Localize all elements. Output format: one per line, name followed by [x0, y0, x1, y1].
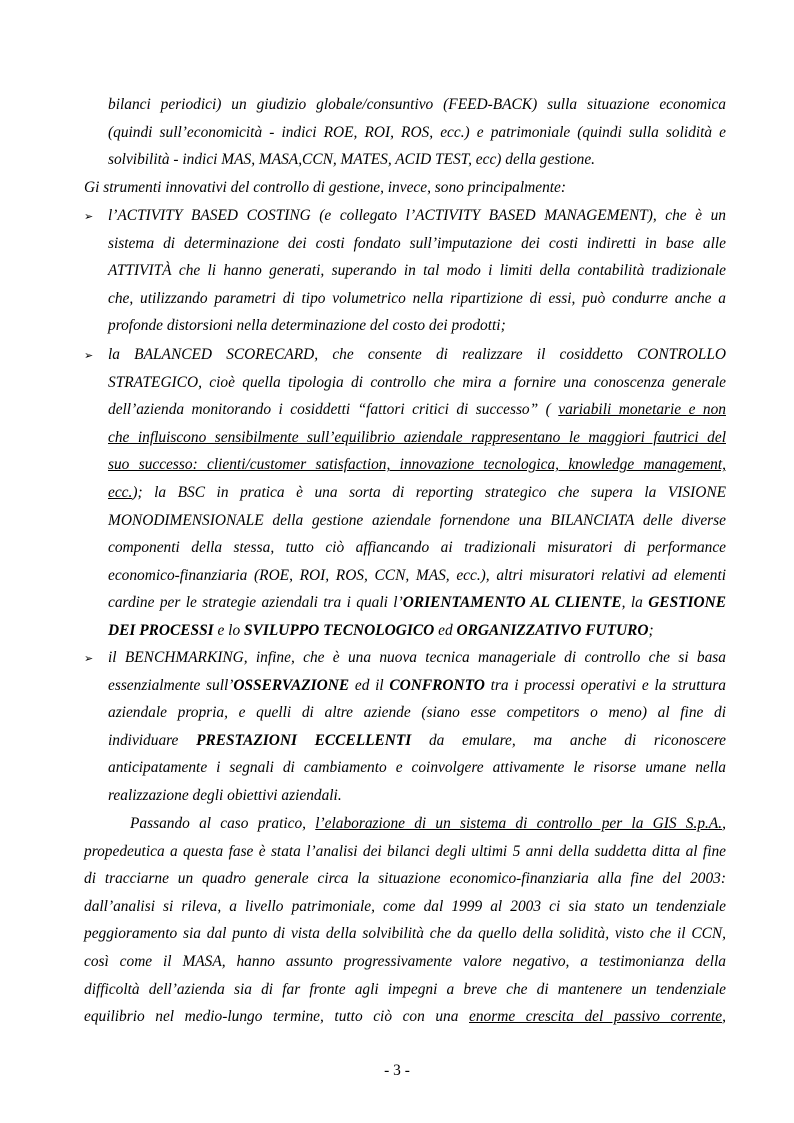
text-run: MONODIMENSIONALE della gestione aziendale fornendone una BILANCIATA delle diverse [108, 511, 726, 529]
text-line [108, 346, 726, 364]
text-run: individuare [108, 731, 197, 749]
text-run: dall’analisi si rileva, a livello patrimoniale, come dal 1999 al 2003 ci sia stato un tendenziale [84, 897, 726, 915]
text-run: ed [434, 622, 457, 639]
text-run: l’ACTIVITY BASED COSTING (e collegato l’ACTIVITY BASED MANAGEMENT), che è un [108, 207, 726, 224]
text-line [84, 953, 726, 971]
text-run: STRATEGICO, cioè quella tipologia di controllo che mira a fornire una conoscenza generale [108, 373, 726, 391]
text-run: ed il [349, 676, 390, 694]
bold-text: ORGANIZZATIVO FUTURO [456, 622, 649, 639]
text-line [84, 925, 726, 943]
text-line [108, 759, 726, 777]
text-line [108, 401, 726, 419]
underlined-text: suo successo: clienti/customer satisfaction, innovazione tecnologica, knowledge management, [108, 456, 726, 474]
text-line [108, 262, 726, 280]
text-line [108, 512, 726, 530]
text-line [108, 96, 726, 114]
underlined-text: che influiscono sensibilmente sull’equilibrio aziendale rappresentano le maggiori fautrici del [108, 428, 726, 446]
text-run: (quindi sull’economicità - indici ROE, ROI, ROS, ecc.) e patrimoniale (quindi sulla solidità e [108, 123, 726, 141]
bold-text: SVILUPPO TECNOLOGICO [244, 622, 435, 639]
text-run: Gi strumenti innovativi del controllo di gestione, invece, sono principalmente: [84, 179, 567, 196]
text-run: ATTIVITÀ che li hanno generati, superando in tal modo i limiti della contabilità tradizionale [108, 262, 726, 280]
text-line [108, 567, 726, 585]
text-line [108, 732, 726, 750]
page-number: - 3 - [384, 1062, 410, 1079]
text-run: peggioramento sia dal punto di vista della solvibilità che da quello della solidità, visto che il CCN, [84, 925, 726, 943]
text-run: cardine per le strategie aziendali tra i quali l’ [108, 594, 403, 612]
text-line [108, 594, 726, 612]
text-run: equilibrio nel medio-lungo termine, tutto ciò con una [84, 1008, 470, 1026]
text-line [108, 235, 726, 253]
text-run: solvibilità - indici MAS, MASA,CCN, MATES, ACID TEST, ecc) della gestione. [108, 151, 596, 169]
text-line [130, 815, 726, 833]
text-line [84, 1008, 726, 1026]
text-line [108, 622, 726, 640]
text-line [108, 539, 726, 557]
bullet-marker: ➢ [84, 350, 94, 362]
text-line [84, 179, 726, 197]
text-run: bilanci periodici) un giudizio globale/consuntivo (FEED-BACK) sulla situazione economica [108, 96, 726, 113]
text-run: dell’azienda monitorando i cosiddetti “fattori critici di successo” ( [108, 401, 559, 419]
text-line [108, 677, 726, 695]
text-run: da emulare, ma anche di riconoscere [411, 731, 726, 749]
text-run: anticipatamente i segnali di cambiamento e coinvolgere attivamente le risorse umane nella [108, 759, 726, 777]
text-line [84, 898, 726, 916]
text-run: componenti della stessa, tutto ciò affiancando ai tradizionali misuratori di performance [108, 539, 726, 557]
bold-text: PRESTAZIONI ECCELLENTI [196, 731, 412, 749]
bold-text: DEI PROCESSI [108, 622, 214, 639]
bold-text: GESTIONE [648, 594, 727, 612]
text-run: profonde distorsioni nella determinazione del costo dei prodotti; [108, 317, 506, 335]
text-run: propedeutica a questa fase è stata l’analisi dei bilanci degli ultimi 5 anni della suddetta ditta al fine [84, 842, 726, 860]
text-run: così come il MASA, hanno assunto progressivamente valore negativo, a testimonianza della [84, 953, 726, 970]
text-run: tra i processi operativi e la struttura [484, 676, 727, 694]
text-run: , la [621, 594, 649, 612]
text-line [108, 456, 726, 474]
text-line [108, 317, 726, 335]
text-line [108, 704, 726, 722]
text-run: realizzazione degli obiettivi aziendali. [108, 787, 342, 804]
text-line [84, 843, 726, 861]
text-run: la BALANCED SCORECARD, che consente di realizzare il cosiddetto CONTROLLO [108, 346, 726, 363]
text-line [108, 151, 726, 169]
text-line [108, 290, 726, 308]
bullet-marker: ➢ [84, 211, 94, 223]
underlined-text: l’elaborazione di un sistema di controllo per la GIS S.p.A. [315, 815, 723, 832]
text-run: aziendale propria, e quelli di altre aziende (siano esse competitors o meno) al fine di [108, 704, 726, 722]
text-line [108, 649, 726, 667]
bold-text: OSSERVAZIONE [233, 676, 350, 694]
bold-text: ORIENTAMENTO AL CLIENTE [402, 594, 622, 612]
text-run: il BENCHMARKING, infine, che è una nuova tecnica manageriale di controllo che si basa [108, 649, 726, 666]
text-run: ; [648, 622, 654, 639]
bullet-marker: ➢ [84, 653, 94, 665]
text-line [108, 124, 726, 142]
text-run: ); la BSC in pratica è una sorta di reporting strategico che supera la VISIONE [132, 484, 726, 501]
text-line [108, 207, 726, 225]
text-line [84, 870, 726, 888]
text-line [108, 429, 726, 447]
text-run: essenzialmente sull’ [108, 676, 234, 694]
text-line [108, 374, 726, 392]
underlined-text: enorme crescita del passivo corrente [469, 1008, 723, 1026]
bold-text: CONFRONTO [389, 676, 485, 694]
text-run: di tracciarne un quadro generale circa la situazione economico-finanziaria alla fine del 2003: [84, 870, 726, 888]
text-run: difficoltà dell’azienda sia di far fronte agli impegni a breve che di mantenere un tendenziale [84, 980, 726, 998]
underlined-text: variabili monetarie e non [558, 401, 726, 419]
text-run: e lo [213, 622, 244, 639]
text-line [108, 787, 726, 805]
text-line [84, 981, 726, 999]
text-run: sistema di determinazione dei costi fondato sull’imputazione dei costi indiretti in base alle [108, 234, 726, 252]
text-run: , [722, 815, 726, 832]
text-run: , [722, 1008, 726, 1026]
text-run: Passando al caso pratico, [130, 815, 316, 832]
text-line [108, 484, 726, 502]
text-run: economico-finanziaria (ROE, ROI, ROS, CCN, MAS, ecc.), altri misuratori relativi ad elementi [108, 566, 726, 584]
text-run: che, utilizzando parametri di tipo volumetrico nella ripartizione di essi, può condurre anche a [108, 289, 726, 307]
underlined-text: ecc. [108, 484, 133, 501]
